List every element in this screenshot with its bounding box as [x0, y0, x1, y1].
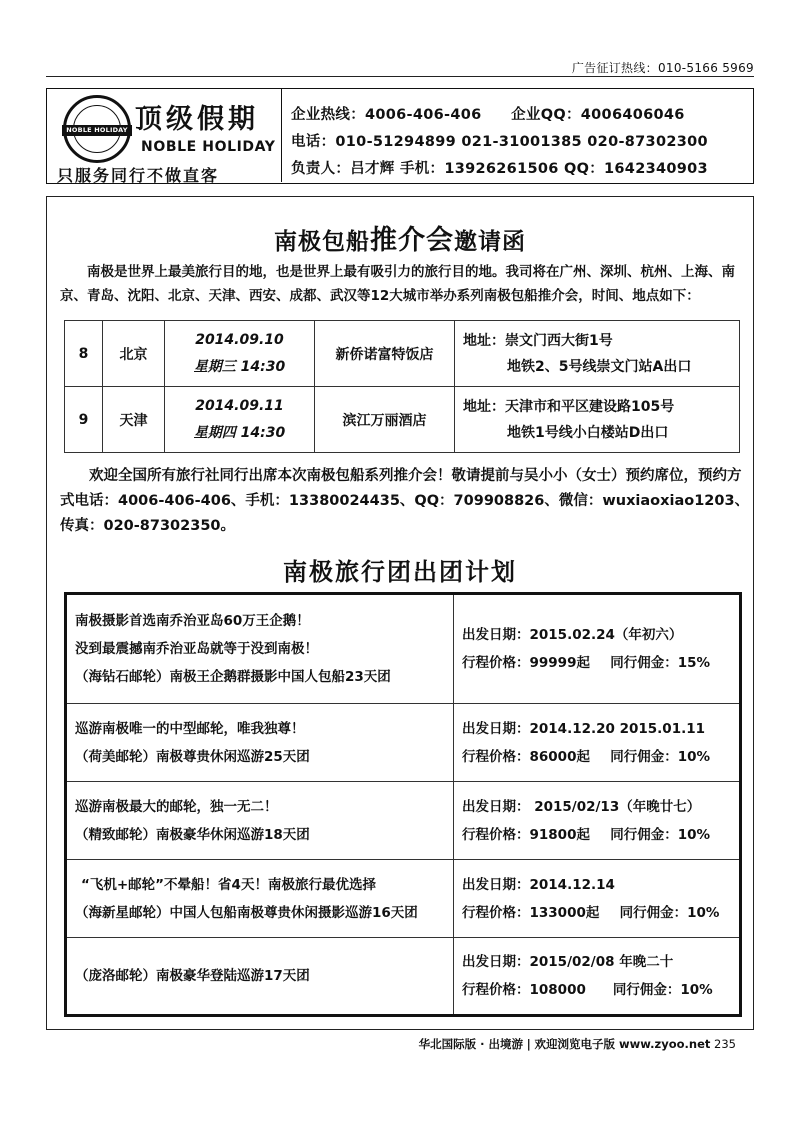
emblem-text: NOBLE HOLIDAY — [62, 125, 132, 136]
tour-description: 巡游南极唯一的中型邮轮，唯我独尊！ （荷美邮轮）南极尊贵休闲巡游25天团 — [66, 704, 454, 782]
table-row — [66, 860, 741, 938]
invitation-title: 南极包船推介会邀请函 — [274, 225, 526, 256]
ad-hotline: 广告征订热线：010-5166 5969 — [571, 61, 754, 75]
brand-slogan: 只服务同行不做直客 — [57, 166, 220, 185]
table-row — [66, 594, 741, 704]
event-venue: 滨江万丽酒店 — [315, 387, 455, 453]
event-datetime: 2014.09.11 星期四 14:30 — [165, 387, 315, 453]
event-venue: 新侨诺富特饭店 — [315, 321, 455, 387]
event-no: 9 — [65, 387, 103, 453]
footer-website: 欢迎浏览电子版 www.zyoo.net — [534, 1037, 711, 1051]
event-datetime: 2014.09.10 星期三 14:30 — [165, 321, 315, 387]
event-address: 地址：崇文门西大街1号 地铁2、5号线崇文门站A出口 — [455, 321, 740, 387]
event-table — [64, 320, 740, 453]
brand-emblem-icon — [63, 95, 131, 163]
tour-details: 出发日期：2015/02/08 年晚二十 行程价格：108000 同行佣金：10% — [454, 938, 741, 1016]
brand-logo-area — [47, 89, 277, 185]
tour-description: 南极摄影首选南乔治亚岛60万王企鹅！ 没到最震撼南乔治亚岛就等于没到南极！ （海钻石邮轮）南极王企鹅群摄影中国人包船23天团 — [66, 594, 454, 704]
footer-separator: | — [526, 1037, 531, 1051]
table-row — [66, 938, 741, 1016]
tour-details: 出发日期：2014.12.14 行程价格：133000起 同行佣金：10% — [454, 860, 741, 938]
top-divider — [46, 76, 754, 77]
tour-details: 出发日期： 2015/02/13（年晚廿七） 行程价格：91800起 同行佣金：10% — [454, 782, 741, 860]
tour-plan-table — [64, 592, 742, 1017]
footer-edition: 华北国际版 · 出境游 — [418, 1037, 524, 1051]
event-city: 北京 — [103, 321, 165, 387]
table-row — [65, 387, 740, 453]
tour-description: （庞洛邮轮）南极豪华登陆巡游17天团 — [66, 938, 454, 1016]
header-divider — [281, 89, 282, 182]
tour-description: “飞机+邮轮”不晕船！省4天！南极旅行最优选择 （海新星邮轮）中国人包船南极尊贵休闲摄影巡游16天团 — [66, 860, 454, 938]
brand-name-cn: 顶级假期 — [135, 104, 259, 135]
welcome-paragraph: 欢迎全国所有旅行社同行出席本次南极包船系列推介会！敬请提前与吴小小（女士）预约席位，预约方式电话：4006-406-406、手机：13380024435、QQ：709908826、微信：wuxiaoxiao1203、传真：020-87302350。 — [60, 468, 750, 534]
contact-line-3: 负责人：吕才辉 手机：13926261506 QQ：1642340903 — [291, 161, 708, 177]
plan-title: 南极旅行团出团计划 — [283, 558, 517, 586]
table-row — [66, 704, 741, 782]
event-address: 地址：天津市和平区建设路105号 地铁1号线小白楼站D出口 — [455, 387, 740, 453]
page-number: 235 — [714, 1037, 736, 1051]
event-no: 8 — [65, 321, 103, 387]
tour-details: 出发日期：2015.02.24（年初六） 行程价格：99999起 同行佣金：15% — [454, 594, 741, 704]
table-row — [66, 782, 741, 860]
brand-name-en: NOBLE HOLIDAY — [141, 139, 276, 155]
invitation-intro: 南极是世界上最美旅行目的地，也是世界上最有吸引力的旅行目的地。我司将在广州、深圳、杭州、上海、南京、青岛、沈阳、北京、天津、西安、成都、武汉等12大城市举办系列南极包船推介会，时间、地点如下： — [60, 264, 735, 304]
page-footer — [419, 1036, 736, 1052]
table-row — [65, 321, 740, 387]
tour-details: 出发日期：2014.12.20 2015.01.11 行程价格：86000起 同行佣金：10% — [454, 704, 741, 782]
event-city: 天津 — [103, 387, 165, 453]
contact-line-1: 企业热线：4006-406-406 企业QQ：4006406046 — [291, 107, 685, 123]
tour-description: 巡游南极最大的邮轮，独一无二！ （精致邮轮）南极豪华休闲巡游18天团 — [66, 782, 454, 860]
header-box — [46, 88, 754, 184]
contact-line-2: 电话：010-51294899 021-31001385 020-87302300 — [291, 134, 708, 150]
